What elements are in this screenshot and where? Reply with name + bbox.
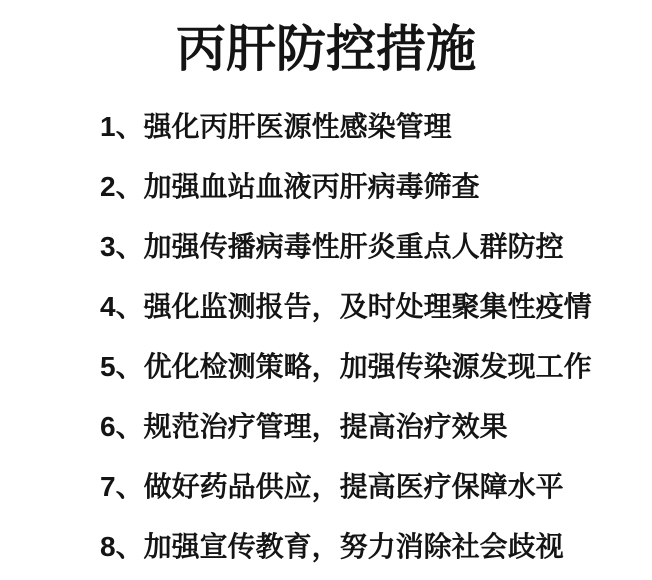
item-number: 2、 — [100, 171, 144, 202]
measures-list — [0, 95, 652, 575]
list-item — [0, 335, 652, 395]
item-text: 优化检测策略，加强传染源发现工作 — [143, 351, 592, 382]
list-item — [0, 155, 652, 215]
item-number: 7、 — [100, 471, 144, 502]
item-text: 规范治疗管理，提高治疗效果 — [143, 411, 508, 442]
item-number: 1、 — [100, 111, 144, 142]
list-item — [0, 515, 652, 575]
item-text: 加强宣传教育，努力消除社会歧视 — [143, 531, 564, 562]
list-item — [0, 215, 652, 275]
item-text: 强化监测报告，及时处理聚集性疫情 — [143, 291, 592, 322]
item-number: 6、 — [100, 411, 144, 442]
item-text: 强化丙肝医源性感染管理 — [143, 111, 452, 142]
item-number: 3、 — [100, 231, 144, 262]
item-number: 4、 — [100, 291, 144, 322]
list-item — [0, 95, 652, 155]
item-text: 加强传播病毒性肝炎重点人群防控 — [143, 231, 564, 262]
item-text: 加强血站血液丙肝病毒筛查 — [143, 171, 480, 202]
page-title: 丙肝防控措施 — [176, 21, 476, 77]
list-item — [0, 455, 652, 515]
item-number: 5、 — [100, 351, 144, 382]
item-number: 8、 — [100, 531, 144, 562]
list-item — [0, 275, 652, 335]
item-text: 做好药品供应，提高医疗保障水平 — [143, 471, 564, 502]
list-item — [0, 395, 652, 455]
